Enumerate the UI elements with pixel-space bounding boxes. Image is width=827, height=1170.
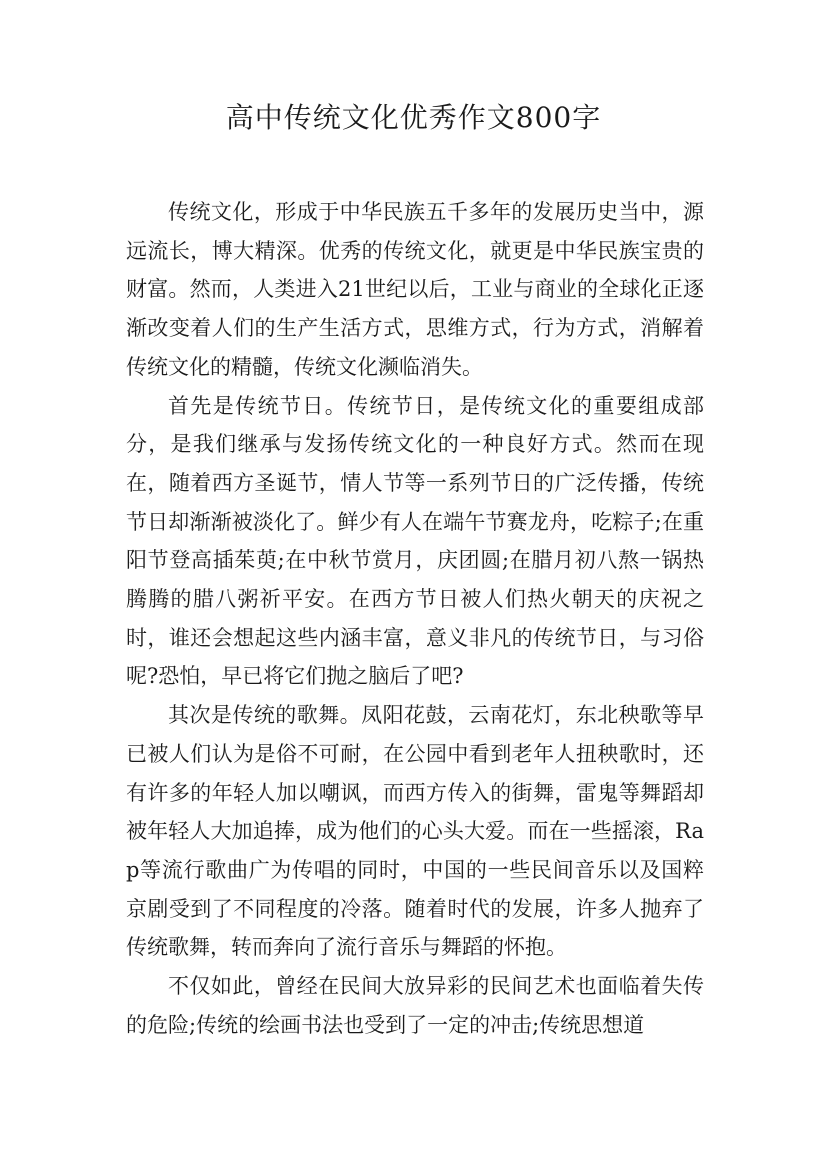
paragraph-intro: 传统文化，形成于中华民族五千多年的发展历史当中，源远流长，博大精深。优秀的传统文化，就更是中华民族宝贵的财富。然而，人类进入21世纪以后，工业与商业的全球化正逐渐改变着人们的生产生活方式，思维方式，行为方式，消解着传统文化的精髓，传统文化濒临消失。 (126, 200, 704, 379)
document-body (126, 193, 704, 1044)
paragraph-folk-arts: 不仅如此，曾经在民间大放异彩的民间艺术也面临着失传的危险;传统的绘画书法也受到了一定的冲击;传统思想道 (126, 974, 704, 1037)
document-title: 高中传统文化优秀作文800字 (225, 101, 602, 134)
paragraph-festivals: 首先是传统节日。传统节日，是传统文化的重要组成部分，是我们继承与发扬传统文化的一种良好方式。然而在现在，随着西方圣诞节，情人节等一系列节日的广泛传播，传统节日却渐渐被淡化了。鲜少有人在端午节赛龙舟，吃粽子;在重阳节登高插茱萸;在中秋节赏月，庆团圆;在腊月初八熬一锅热腾腾的腊八粥祈平安。在西方节日被人们热火朝天的庆祝之时，谁还会想起这些内涵丰富，意义非凡的传统节日，与习俗呢?恐怕，早已将它们抛之脑后了吧? (126, 393, 704, 689)
paragraph-songs-dances: 其次是传统的歌舞。凤阳花鼓，云南花灯，东北秧歌等早已被人们认为是俗不可耐，在公园中看到老年人扭秧歌时，还有许多的年轻人加以嘲讽，而西方传入的街舞，雷鬼等舞蹈却被年轻人大加追捧，成为他们的心头大爱。而在一些摇滚，Rap等流行歌曲广为传唱的同时，中国的一些民间音乐以及国粹京剧受到了不同程度的冷落。随着时代的发展，许多人抛弃了传统歌舞，转而奔向了流行音乐与舞蹈的怀抱。 (126, 703, 704, 960)
